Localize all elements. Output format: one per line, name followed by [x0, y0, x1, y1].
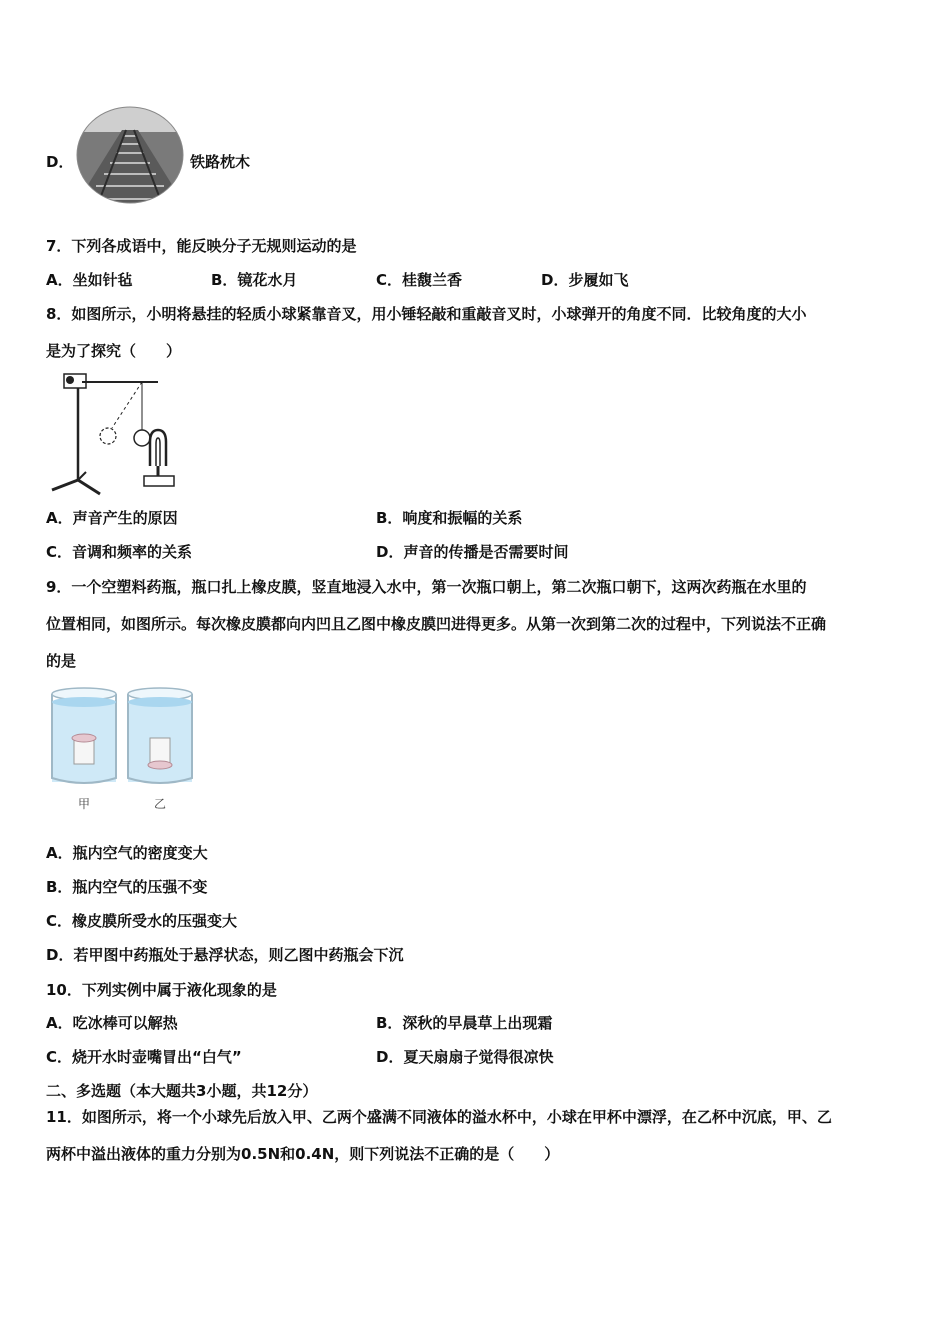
q11-stem-line2: 两杯中溢出液体的重力分别为0.5N和0.4N，则下列说法不正确的是（ ）: [46, 1145, 560, 1163]
railway-sleeper-image: [76, 106, 184, 204]
q7-option-b: B．镜花水月: [211, 271, 298, 289]
q8-stem-line1: 8．如图所示，小明将悬挂的轻质小球紧靠音叉，用小锤轻敲和重敲音叉时，小球弹开的角度不同．比较角度的大小: [46, 305, 807, 323]
q10-option-a: A．吃冰棒可以解热: [46, 1014, 178, 1032]
q10-option-d: D．夏天扇扇子觉得很凉快: [376, 1048, 554, 1066]
q9-option-d: D．若甲图中药瓶处于悬浮状态，则乙图中药瓶会下沉: [46, 946, 404, 964]
q8-option-d: D．声音的传播是否需要时间: [376, 543, 569, 561]
q9-option-c: C．橡皮膜所受水的压强变大: [46, 912, 238, 930]
q8-option-b: B．响度和振幅的关系: [376, 509, 523, 527]
q9-stem-line3: 的是: [46, 652, 77, 670]
section2-title: 二、多选题（本大题共3小题，共12分）: [46, 1082, 318, 1100]
q11-stem-line1: 11．如图所示，将一个小球先后放入甲、乙两个盛满不同液体的溢水杯中，小球在甲杯中漂浮，在乙杯中沉底，甲、乙: [46, 1108, 832, 1126]
q9-stem-line2: 位置相同，如图所示。每次橡皮膜都向内凹且乙图中橡皮膜凹进得更多。从第一次到第二次的过程中，下列说法不正确: [46, 615, 827, 633]
q6-option-d-letter: D．: [46, 153, 74, 171]
q10-option-c: C．烧开水时壶嘴冒出“白气”: [46, 1048, 242, 1066]
q7-option-d: D．步履如飞: [541, 271, 629, 289]
q9-fig-label-left: 甲: [78, 797, 91, 811]
q8-option-a: A．声音产生的原因: [46, 509, 178, 527]
q9-option-a: A．瓶内空气的密度变大: [46, 844, 208, 862]
medicine-bottle-water-figure: [48, 686, 196, 786]
q9-option-b: B．瓶内空气的压强不变: [46, 878, 208, 896]
q10-stem: 10．下列实例中属于液化现象的是: [46, 981, 277, 999]
q7-option-c: C．桂馥兰香: [376, 271, 463, 289]
tuning-fork-apparatus-figure: [46, 372, 186, 498]
q10-option-b: B．深秋的早晨草上出现霜: [376, 1014, 553, 1032]
q9-stem-line1: 9．一个空塑料药瓶，瓶口扎上橡皮膜，竖直地浸入水中，第一次瓶口朝上，第二次瓶口朝下，这两次药瓶在水里的: [46, 578, 807, 596]
q6-option-d-text: 铁路枕木: [190, 153, 251, 171]
q7-stem: 7．下列各成语中，能反映分子无规则运动的是: [46, 237, 357, 255]
q7-option-a: A．坐如针毡: [46, 271, 133, 289]
q8-stem-line2: 是为了探究（ ）: [46, 342, 182, 360]
q9-fig-label-right: 乙: [154, 797, 167, 811]
q8-option-c: C．音调和频率的关系: [46, 543, 193, 561]
